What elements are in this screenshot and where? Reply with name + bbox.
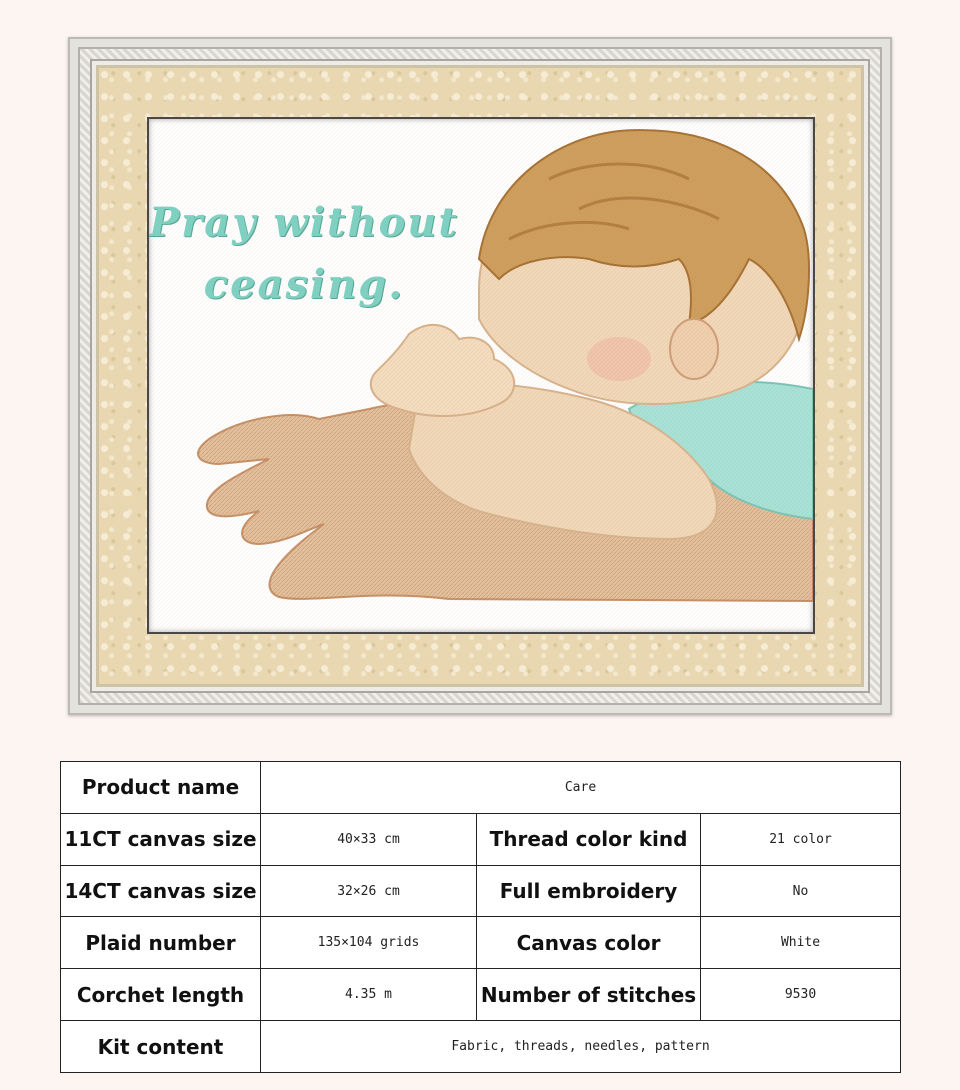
thread-color-value: 21 color — [701, 813, 901, 865]
table-row — [61, 865, 901, 917]
thread-color-label: Thread color kind — [477, 813, 701, 865]
plaid-number-label: Plaid number — [61, 917, 261, 969]
canvas-14ct-label: 14CT canvas size — [61, 865, 261, 917]
corchet-length-label: Corchet length — [61, 969, 261, 1021]
canvas-11ct-label: 11CT canvas size — [61, 813, 261, 865]
plaid-number-value: 135×104 grids — [261, 917, 477, 969]
kit-content-value: Fabric, threads, needles, pattern — [261, 1021, 901, 1073]
table-row — [61, 762, 901, 814]
stitches-value: 9530 — [701, 969, 901, 1021]
stitched-text-line1: Pray without — [149, 199, 459, 246]
full-embroidery-label: Full embroidery — [477, 865, 701, 917]
table-row — [61, 917, 901, 969]
kit-content-label: Kit content — [61, 1021, 261, 1073]
table-row — [61, 1021, 901, 1073]
canvas-14ct-value: 32×26 cm — [261, 865, 477, 917]
product-spec-table — [60, 761, 901, 1073]
full-embroidery-value: No — [701, 865, 901, 917]
product-name-value: Care — [261, 762, 901, 814]
canvas-color-value: White — [701, 917, 901, 969]
stitched-text-line2: ceasing. — [203, 261, 405, 308]
table-row — [61, 813, 901, 865]
canvas-color-label: Canvas color — [477, 917, 701, 969]
table-row — [61, 969, 901, 1021]
praying-child-illustration — [149, 119, 813, 632]
corchet-length-value: 4.35 m — [261, 969, 477, 1021]
product-name-label: Product name — [61, 762, 261, 814]
stitches-label: Number of stitches — [477, 969, 701, 1021]
cross-stitch-canvas — [147, 117, 815, 634]
canvas-11ct-value: 40×33 cm — [261, 813, 477, 865]
